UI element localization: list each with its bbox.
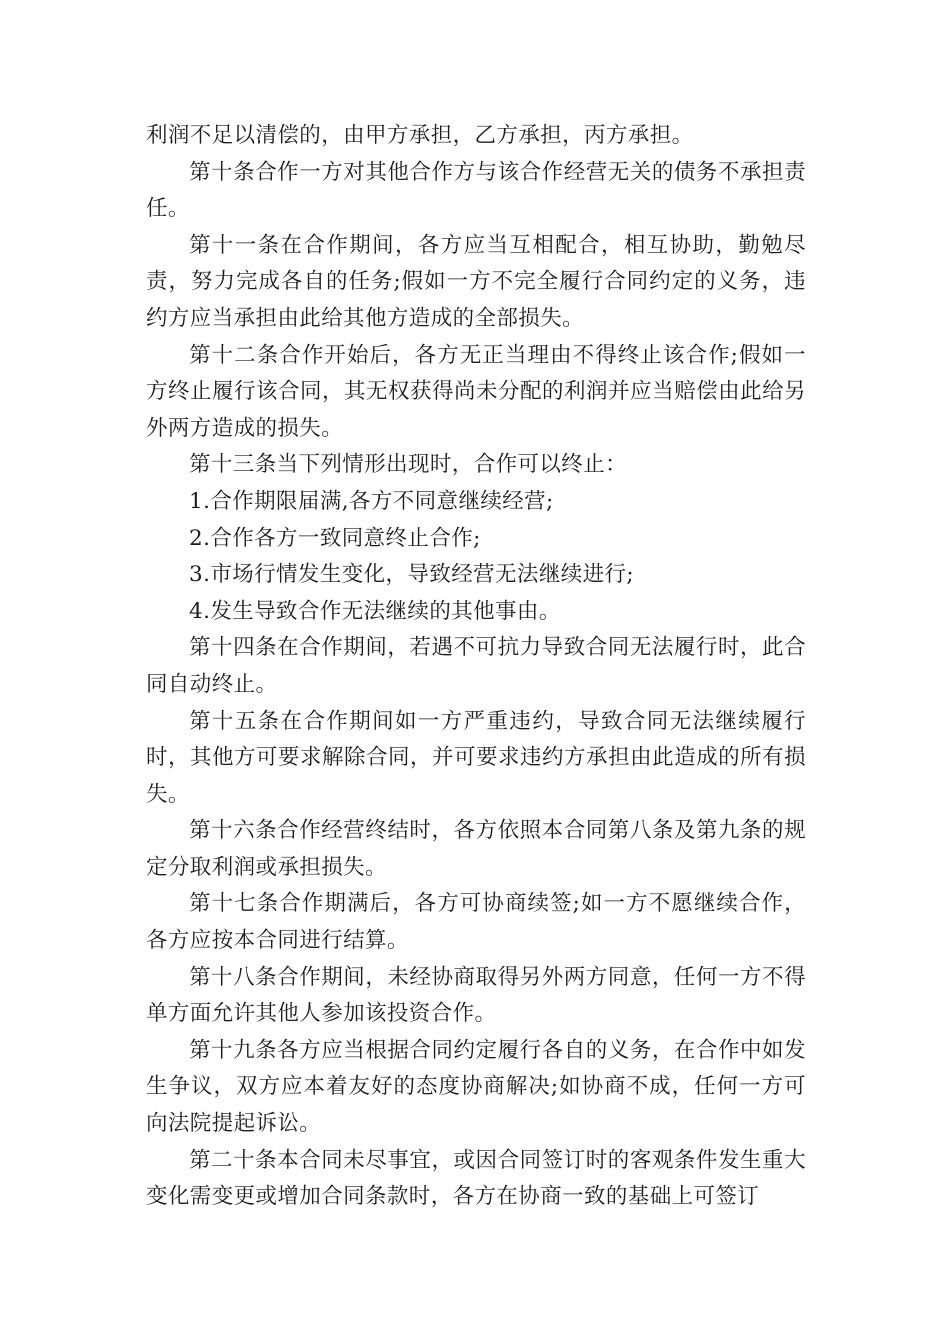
article-19: 第十九条各方应当根据合同约定履行各自的义务，在合作中如发生争议，双方应本着友好的态度协商解决;如协商不成，任何一方可向法院提起诉讼。 xyxy=(146,1037,806,1137)
article-16: 第十六条合作经营终结时，各方依照本合同第八条及第九条的规定分取利润或承担损失。 xyxy=(146,818,806,880)
document-body xyxy=(146,118,806,1216)
article-12: 第十二条合作开始后，各方无正当理由不得终止该合作;假如一方终止履行该合同，其无权获得尚未分配的利润并应当赔偿由此给另外两方造成的损失。 xyxy=(146,342,806,441)
article-15: 第十五条在合作期间如一方严重违约，导致合同无法继续履行时，其他方可要求解除合同，并可要求违约方承担由此造成的所有损失。 xyxy=(146,708,806,807)
article-17: 第十七条合作期满后，各方可协商续签;如一方不愿继续合作，各方应按本合同进行结算。 xyxy=(146,891,806,954)
article-13-item-1: 1.合作期限届满,各方不同意继续经营; xyxy=(189,488,554,514)
article-14: 第十四条在合作期间，若遇不可抗力导致合同无法履行时，此合同自动终止。 xyxy=(146,635,806,697)
paragraph-continuation: 利润不足以清偿的，由甲方承担，乙方承担，丙方承担。 xyxy=(146,123,694,148)
article-10: 第十条合作一方对其他合作方与该合作经营无关的债务不承担责任。 xyxy=(146,159,806,222)
article-13-item-4: 4.发生导致合作无法继续的其他事由。 xyxy=(189,598,561,624)
article-13: 第十三条当下列情形出现时，合作可以终止： xyxy=(189,452,628,478)
article-13-item-3: 3.市场行情发生变化，导致经营无法继续进行; xyxy=(189,562,635,588)
article-20: 第二十条本合同未尽事宜，或因合同签订时的客观条件发生重大变化需变更或增加合同条款时，各方在协商一致的基础上可签订 xyxy=(146,1147,806,1210)
article-18: 第十八条合作期间，未经协商取得另外两方同意，任何一方不得单方面允许其他人参加该投资合作。 xyxy=(146,964,806,1027)
article-11: 第十一条在合作期间，各方应当互相配合，相互协助，勤勉尽责，努力完成各自的任务;假如一方不完全履行合同约定的义务，违约方应当承担由此给其他方造成的全部损失。 xyxy=(146,232,806,331)
article-13-item-2: 2.合作各方一致同意终止合作; xyxy=(189,525,481,551)
